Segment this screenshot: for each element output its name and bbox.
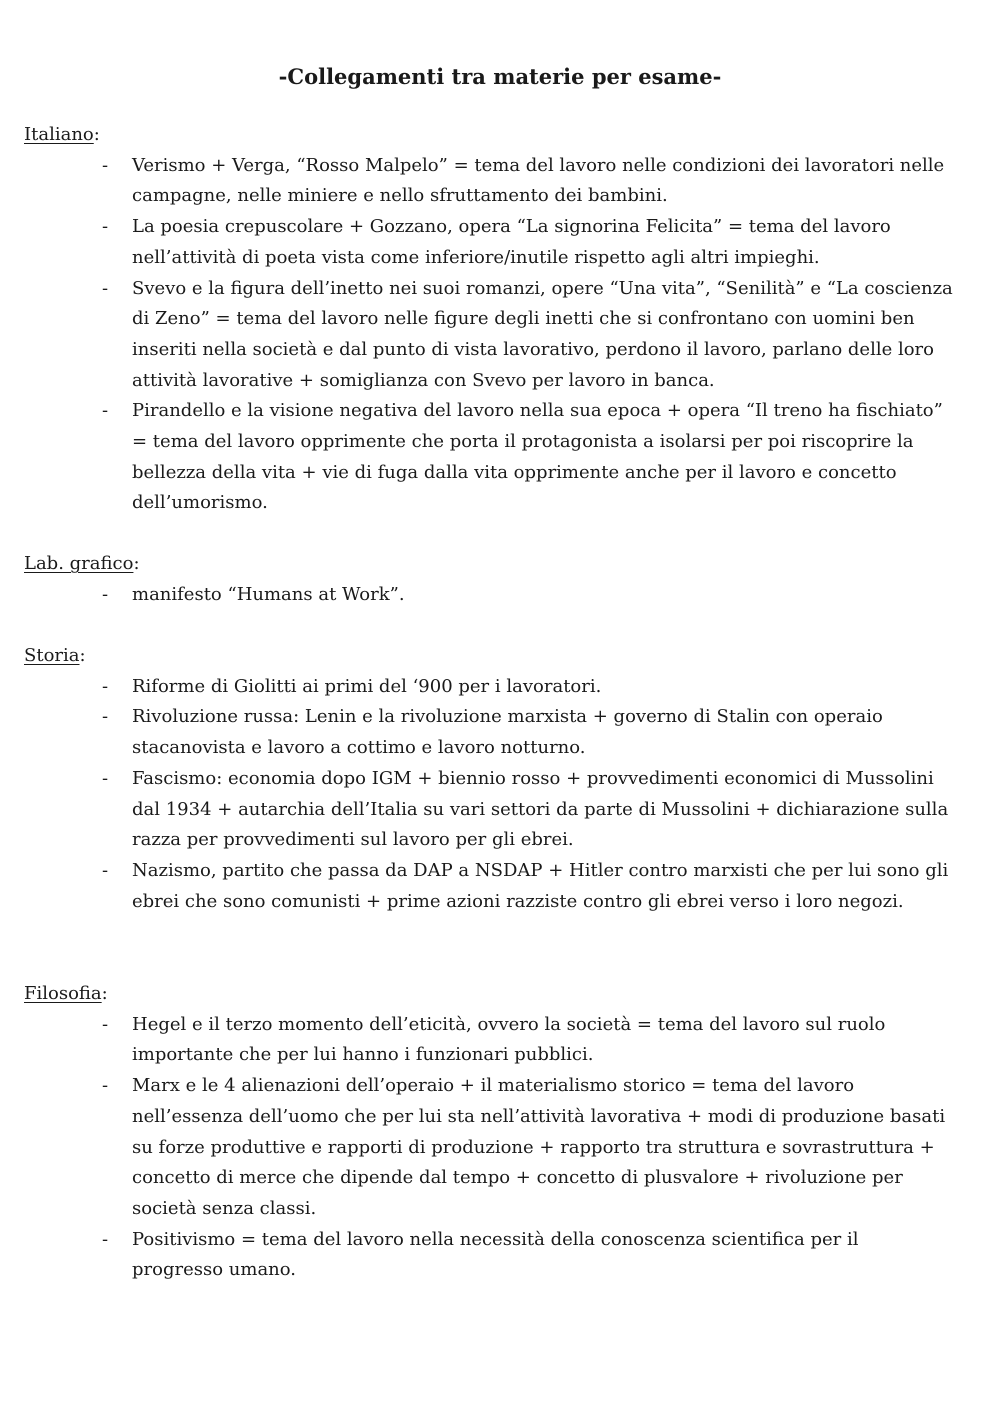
bullet-dash: - xyxy=(102,1013,109,1035)
list-item xyxy=(24,856,954,917)
list-item xyxy=(24,702,954,763)
page-title: -Collegamenti tra materie per esame- xyxy=(278,64,722,89)
list-item-text: Positivismo = tema del lavoro nella necessità della conoscenza scientifica per il progresso umano. xyxy=(132,1228,859,1281)
list-item xyxy=(24,274,954,397)
list-item xyxy=(24,1225,954,1286)
list-item xyxy=(24,151,954,212)
bullet-dash: - xyxy=(102,583,109,605)
bullet-dash: - xyxy=(102,675,109,697)
list-item-text: Nazismo, partito che passa da DAP a NSDAP + Hitler contro marxisti che per lui sono gli ebrei che sono comunisti + prime azioni razziste contro gli ebrei verso i loro negozi. xyxy=(132,859,949,912)
section-heading-label: Italiano xyxy=(24,124,94,145)
bullet-list xyxy=(24,151,954,519)
list-item-text: La poesia crepuscolare + Gozzano, opera “La signorina Felicita” = tema del lavoro nell’attività di poeta vista come inferiore/inutile rispetto agli altri impieghi. xyxy=(132,216,891,268)
bullet-list xyxy=(24,580,954,611)
bullet-dash: - xyxy=(102,154,109,176)
section-heading-label: Lab. grafico xyxy=(24,553,134,574)
list-item xyxy=(24,672,954,703)
list-item-text: Svevo e la figura dell’inetto nei suoi romanzi, opere “Una vita”, “Senilità” e “La coscienza di Zeno” = tema del lavoro nelle figure degli inetti che si confrontano con uomini ben inseriti nella società e dal punto di vista lavorativo, perdono il lavoro, parlano delle loro attività lavorative + somiglianza con Svevo per lavoro in banca. xyxy=(132,277,953,391)
list-item-text: Fascismo: economia dopo IGM + biennio rosso + provvedimenti economici di Mussolini dal 1934 + autarchia dell’Italia su vari settori da parte di Mussolini + dichiarazione sulla razza per provvedimenti sul lavoro per gli ebrei. xyxy=(132,767,949,851)
list-item-text: Pirandello e la visione negativa del lavoro nella sua epoca + opera “Il treno ha fischiato” = tema del lavoro opprimente che porta il protagonista a isolarsi per poi riscoprire la bellezza della vita + vie di fuga dalla vita opprimente anche per il lavoro e concetto dell’umorismo. xyxy=(132,400,943,514)
section-filosofia xyxy=(24,979,954,1286)
list-item-text: Rivoluzione russa: Lenin e la rivoluzione marxista + governo di Stalin con operaio stacanovista e lavoro a cottimo e lavoro notturno. xyxy=(132,706,883,759)
list-item xyxy=(24,396,954,519)
list-item xyxy=(24,212,954,273)
section-heading: Filosofia: xyxy=(24,983,108,1004)
list-item-text: manifesto “Humans at Work”. xyxy=(132,583,405,605)
bullet-dash: - xyxy=(102,277,109,299)
bullet-dash: - xyxy=(102,1075,109,1097)
list-item xyxy=(24,580,954,611)
bullet-dash: - xyxy=(102,216,109,238)
bullet-list xyxy=(24,1010,954,1286)
list-item-text: Marx e le 4 alienazioni dell’operaio + il materialismo storico = tema del lavoro nell’essenza dell’uomo che per lui sta nell’attività lavorativa + modi di produzione basati su forze produttive e rapporti di produzione + rapporto tra struttura e sovrastruttura + concetto di merce che dipende dal tempo + concetto di plusvalore + rivoluzione per società senza classi. xyxy=(132,1075,946,1219)
list-item-text: Verismo + Verga, “Rosso Malpelo” = tema del lavoro nelle condizioni dei lavoratori nelle campagne, nelle miniere e nello sfruttamento dei bambini. xyxy=(132,154,945,207)
list-item xyxy=(24,764,954,856)
section-heading: Lab. grafico: xyxy=(24,553,140,574)
section-heading: Italiano: xyxy=(24,124,100,145)
section-heading-label: Filosofia xyxy=(24,983,102,1004)
bullet-dash: - xyxy=(102,1228,109,1250)
bullet-dash: - xyxy=(102,859,109,881)
list-item-text: Riforme di Giolitti ai primi del ‘900 per i lavoratori. xyxy=(132,675,602,697)
section-italiano xyxy=(24,120,954,519)
list-item-text: Hegel e il terzo momento dell’eticità, ovvero la società = tema del lavoro sul ruolo importante che per lui hanno i funzionari pubblici. xyxy=(132,1013,886,1066)
bullet-dash: - xyxy=(102,767,109,789)
bullet-dash: - xyxy=(102,706,109,728)
bullet-dash: - xyxy=(102,400,109,422)
section-heading: Storia: xyxy=(24,645,86,666)
list-item xyxy=(24,1071,954,1225)
section-heading-label: Storia xyxy=(24,645,80,666)
section-storia xyxy=(24,641,954,917)
list-item xyxy=(24,1010,954,1071)
bullet-list xyxy=(24,672,954,918)
section-lab-grafico xyxy=(24,549,954,610)
